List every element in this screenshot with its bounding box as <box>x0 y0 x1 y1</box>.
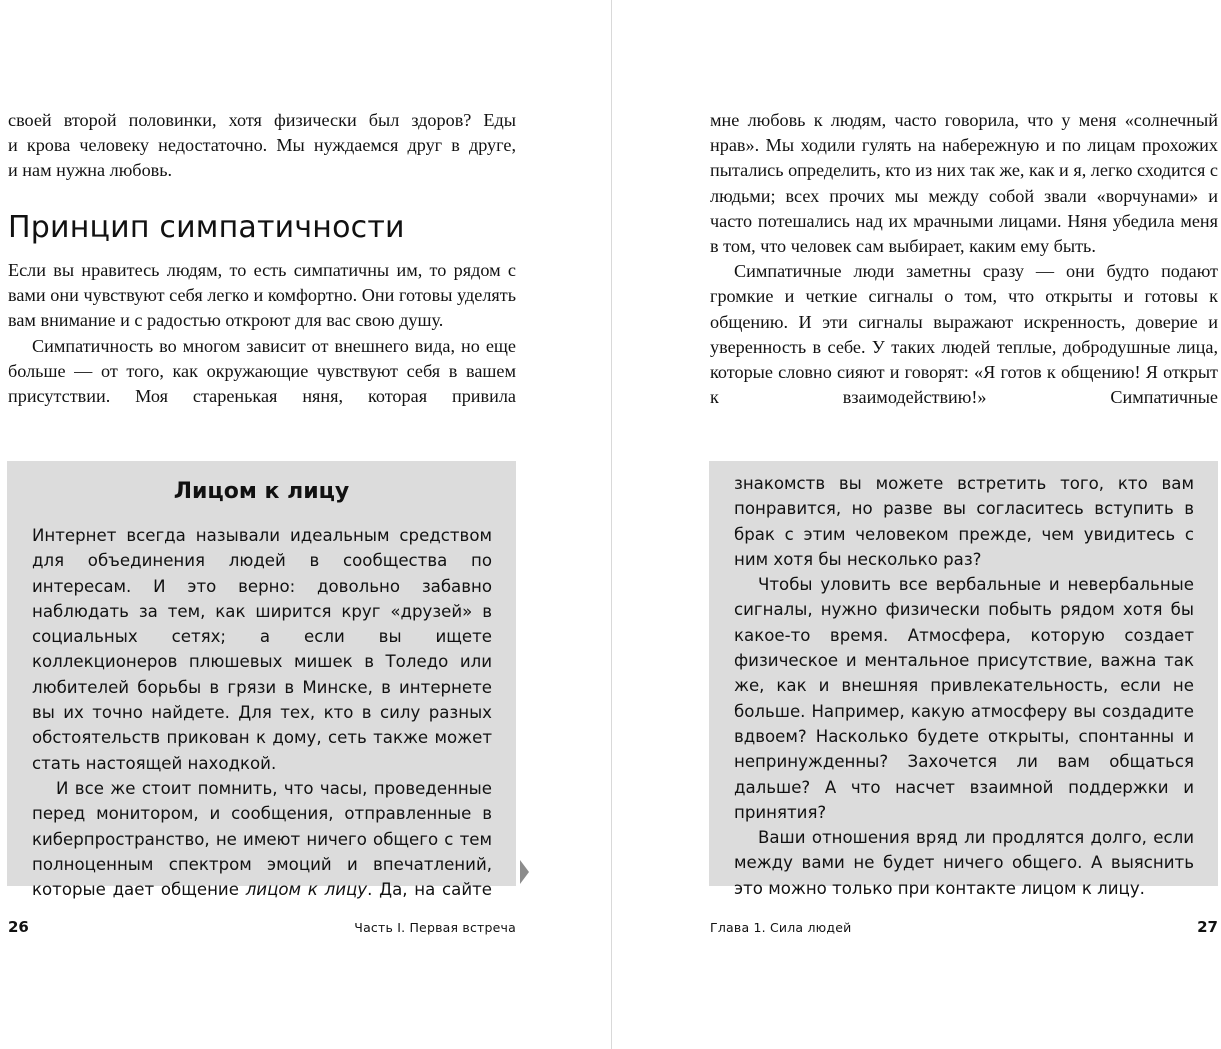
box-text <box>32 523 492 902</box>
running-head: Глава 1. Сила людей <box>710 920 852 935</box>
continue-arrow-icon <box>520 860 529 884</box>
paragraph: Если вы нравитесь людям, то есть симпатичны им, то рядом с вами они чувствуют себя легко и комфортно. Они готовы уделять вам внимание и с радостью откроют для вас свою душу. <box>8 260 516 331</box>
box-paragraph: знакомств вы можете встретить того, кто вам понравится, но разве вы согласитесь вступить в брак с этим человеком прежде, чем увидитесь с ним хотя бы несколько раз? <box>734 474 1194 569</box>
text-line: своей второй половинки, хотя физически был здоров? Еды <box>8 110 516 130</box>
box-title: Лицом к лицу <box>173 479 350 504</box>
box-paragraph-text: . Да, на сайте <box>367 880 492 900</box>
text-line: и нам нужна любовь. <box>8 160 173 181</box>
text-line: и крова человеку недостаточно. Мы нуждаемся друг в друге, <box>8 135 516 156</box>
right-page <box>613 0 1221 1049</box>
left-top-text <box>8 108 516 184</box>
box-paragraph <box>32 776 492 902</box>
sidebar-box <box>7 461 516 900</box>
right-top-text <box>710 108 1218 410</box>
box-paragraph: Чтобы уловить все вербальные и невербальные сигналы, нужно физически побыть рядом хотя бы какое-то время. Атмосфера, которую создает физическое и ментальное присутствие, важна так же, как и внешняя привлекательность, если не больше. Например, какую атмосферу вы создадите вдвоем? Насколько будете открыты, спонтанны и непринужденны? Захочется ли вам общаться дальше? А что насчет взаимной поддержки и принятия? <box>734 575 1194 822</box>
paragraph: мне любовь к людям, часто говорила, что у меня «солнечный нрав». Мы ходили гулять на набережную и по лицам прохожих пытались определить, кто из них так же, как и я, легко сходится с людьми; всех прочих мы между собой звали «ворчунами» и часто потешались над их мрачными лицами. Няня убедила меня в том, что человек сам выбирает, каким ему быть. <box>710 110 1218 257</box>
section-heading: Принцип симпатичности <box>8 210 405 245</box>
box-paragraph-text: И все же стоит помнить, что часы, проведенные перед монитором, и сообщения, отправленные в киберпространство, не имеют ничего общего с тем полноценным спектром эмоций и впечатлений, которые дает общение <box>32 778 492 900</box>
running-head: Часть I. Первая встреча <box>354 920 516 935</box>
page-number: 26 <box>8 918 29 936</box>
page-number: 27 <box>1197 918 1218 936</box>
box-text <box>734 471 1194 901</box>
paragraph: Симпатичные люди заметны сразу — они будто подают громкие и четкие сигналы о том, что открыты и готовы к общению. И эти сигналы выражают искренность, доверие и уверенность в себе. У таких людей теплые, добродушные лица, которые словно сияют и говорят: «Я готов к общению! Я открыт к взаимодействию!» Симпатичные <box>710 261 1218 408</box>
paragraph: Симпатичность во многом зависит от внешнего вида, но еще больше — от того, как окружающие чувствуют себя в вашем присутствии. Моя старенькая няня, которая привила <box>8 335 516 407</box>
italic-phrase: лицом к лицу <box>245 880 368 900</box>
left-body-text <box>8 258 516 409</box>
sidebar-box-continued <box>709 461 1218 898</box>
box-paragraph: Ваши отношения вряд ли продлятся долго, если между вами не будет ничего общего. А выяснить это можно только при контакте лицом к лицу. <box>734 828 1194 898</box>
box-paragraph: Интернет всегда называли идеальным средством для объединения людей в сообщества по интересам. И это верно: довольно забавно наблюдать за тем, как ширится круг «друзей» в социальных сетях; а если вы ищете коллекционеров плюшевых мишек в Толедо или любителей борьбы в грязи в Минске, в интернете вы их точно найдете. Для тех, кто в силу разных обстоятельств прикован к дому, сеть также может стать настоящей находкой. <box>32 526 492 773</box>
